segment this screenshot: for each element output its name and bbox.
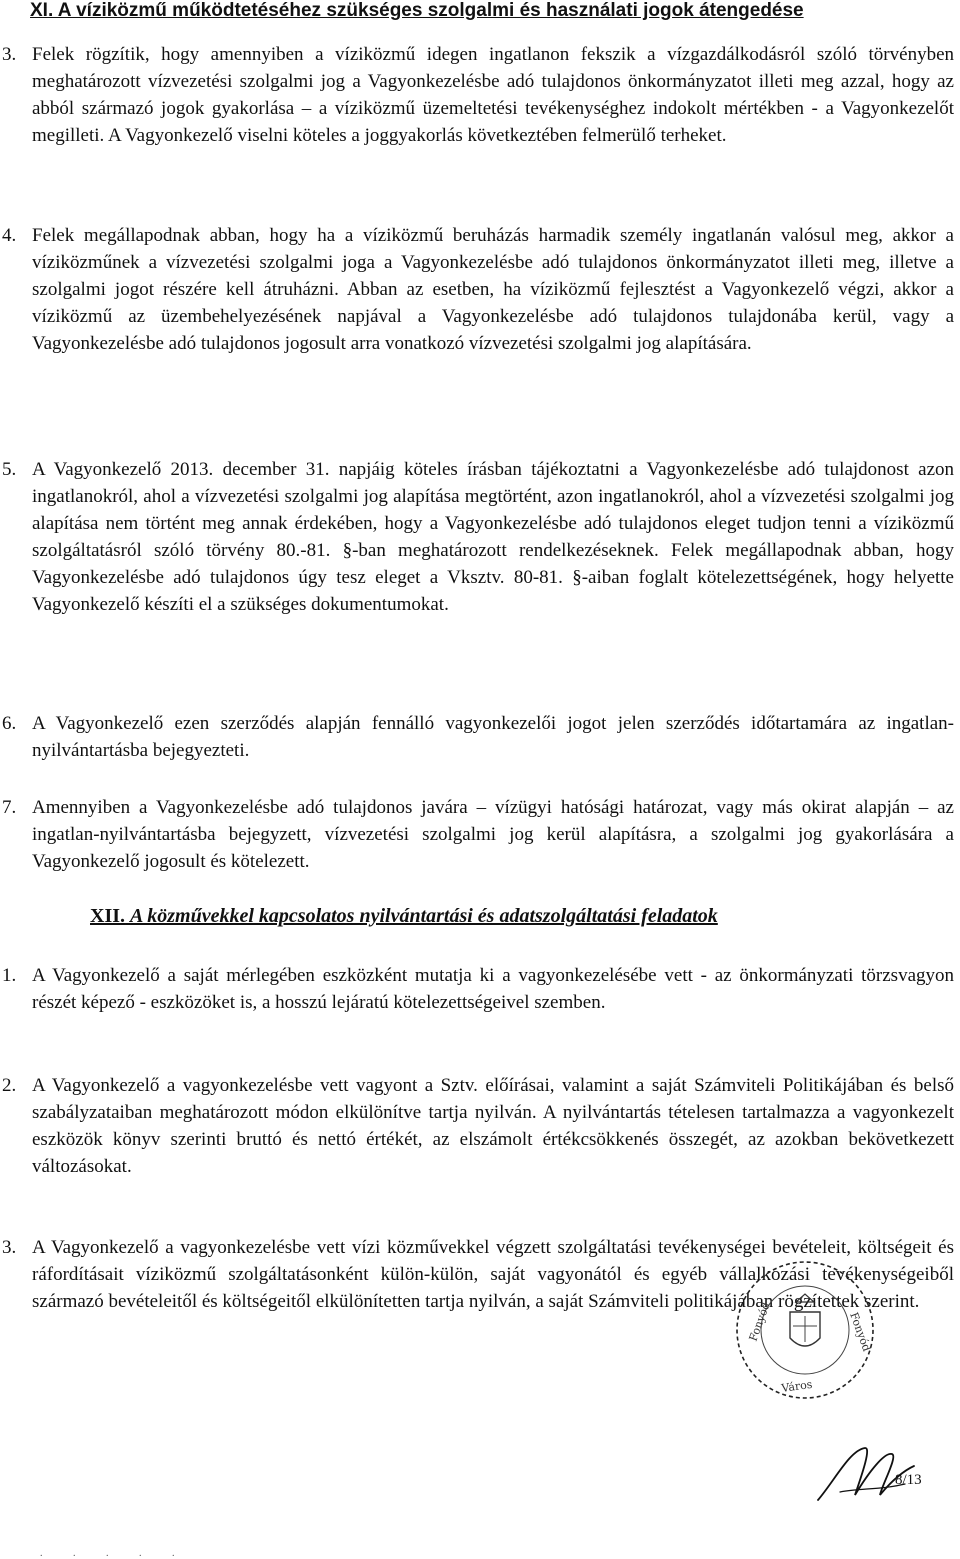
- section-xii-heading: [90, 903, 890, 929]
- item-number: 3.: [2, 44, 17, 65]
- svg-text:Fonyód: Fonyód: [746, 1300, 773, 1344]
- item-number: 5.: [2, 459, 17, 480]
- svg-text:Fonyód: Fonyód: [847, 1310, 874, 1354]
- footer-marks: . . . . .: [40, 1548, 189, 1559]
- item-text: Felek megállapodnak abban, hogy ha a víziközmű beruházás harmadik személy ingatlanán valósul meg, akkor a víziközműnek a vízvezetési szolgalmi joga a Vagyonkezelésbe adó tulajdonos önkormányzatot illeti meg, illetve a szolgalmi jogot részére kell átruházni. Abban az esetben, ha víziközmű fejlesztést a Vagyonkezelő végzi, akkor a víziközmű az üzembehelyezésének napjával a Vagyonkezelésbe adó tulajdonos tulajdonába kerül, vagy a Vagyonkezelésbe adó tulajdonos jogosult arra vonatkozó vízvezetési szolgalmi jog alapítására.: [32, 225, 954, 354]
- item-number: 6.: [2, 713, 17, 734]
- section-xi-item-7: [0, 794, 960, 875]
- item-number: 3.: [2, 1237, 17, 1258]
- section-xi-item-3: [0, 41, 960, 149]
- section-xi-item-6: [0, 710, 960, 764]
- official-stamp-icon: [730, 1250, 880, 1410]
- section-title: A közművekkel kapcsolatos nyilvántartási és adatszolgáltatási feladatok: [130, 905, 718, 927]
- item-number: 7.: [2, 797, 17, 818]
- page-number: 8/13: [895, 1472, 922, 1488]
- item-text: A Vagyonkezelő 2013. december 31. napjáig köteles írásban tájékoztatni a Vagyonkezelésbe adó tulajdonost azon ingatlanokról, ahol a vízvezetési szolgalmi jog alapítása megtörtént, azon ingatlanokról, ahol a vízvezetési szolgalmi jog alapítása nem történt meg annak érdekében, hogy a Vagyonkezelésbe adó tulajdonos eleget tudjon tenni a víziközmű szolgáltatásról szóló törvény 80.-81. §-ban meghatározott rendelkezéseknek. Felek megállapodnak abban, hogy Vagyonkezelésbe adó tulajdonos úgy tesz eleget a Vksztv. 80-81. §-aiban foglalt kötelezettségének, hogy helyette Vagyonkezelő készíti el a szükséges dokumentumokat.: [32, 459, 954, 615]
- section-xi-item-5: [0, 456, 960, 618]
- item-number: 1.: [2, 965, 17, 986]
- item-text: A Vagyonkezelő a vagyonkezelésbe vett vagyont a Sztv. előírásai, valamint a saját Számviteli Politikájában és belső szabályzataiban meghatározott módon elkülönítve tartja nyilván. A nyilvántartás tételesen tartalmazza a vagyonkezelt eszközök könyv szerinti bruttó és nettó értékét, az elszámolt értékcsökkenés összegét, az azokban bekövetkezett változásokat.: [32, 1075, 954, 1177]
- section-xi-item-4: [0, 222, 960, 357]
- section-number: XII.: [90, 905, 126, 927]
- item-text: Amennyiben a Vagyonkezelésbe adó tulajdonos javára – vízügyi hatósági határozat, vagy más okirat alapján – az ingatlan-nyilvántartásba bejegyzett, vízvezetési szolgalmi jog kerül alapításra, a szolgalmi jog gyakorlására a Vagyonkezelő jogosult és kötelezett.: [32, 797, 954, 872]
- item-number: 2.: [2, 1075, 17, 1096]
- item-text: A Vagyonkezelő ezen szerződés alapján fennálló vagyonkezelői jogot jelen szerződés időtartamára az ingatlan-nyilvántartásba bejegyezteti.: [32, 713, 954, 761]
- item-text: Felek rögzítik, hogy amennyiben a víziközmű idegen ingatlanon fekszik a vízgazdálkodásról szóló törvényben meghatározott vízvezetési szolgalmi jog a Vagyonkezelésbe adó tulajdonos önkormányzatot illeti meg azzal, hogy az abból származó jogok gyakorlása – a víziközmű üzemeltetési tevékenységhez indokolt mértékben - a Vagyonkezelőt megilleti. A Vagyonkezelő viselni köteles a joggyakorlás következtében felmerülő terheket.: [32, 44, 954, 146]
- svg-text:Város: Város: [780, 1377, 814, 1395]
- section-xii-item-1: [0, 962, 960, 1016]
- item-text: A Vagyonkezelő a vagyonkezelésbe vett vízi közművekkel végzett szolgáltatási tevékenységei bevételeit, költségeit és ráfordításait víziközmű szolgáltatásonként külön-külön, saját vagyonától és egyéb vállalkozási tevékenységeiből származó bevételeitől és költségeitől elkülönítetten tartja nyilván, a saját Számviteli politikájában rögzítettek szerint.: [32, 1237, 954, 1312]
- item-number: 4.: [2, 225, 17, 246]
- item-text: A Vagyonkezelő a saját mérlegében eszközként mutatja ki a vagyonkezelésébe vett - az önkormányzati törzsvagyon részét képező - eszközöket is, a hosszú lejáratú kötelezettségeivel szemben.: [32, 965, 954, 1013]
- section-xi-heading: XI. A víziközmű működtetéséhez szükséges szolgalmi és használati jogok átengedése: [30, 0, 804, 21]
- section-xii-item-2: [0, 1072, 960, 1180]
